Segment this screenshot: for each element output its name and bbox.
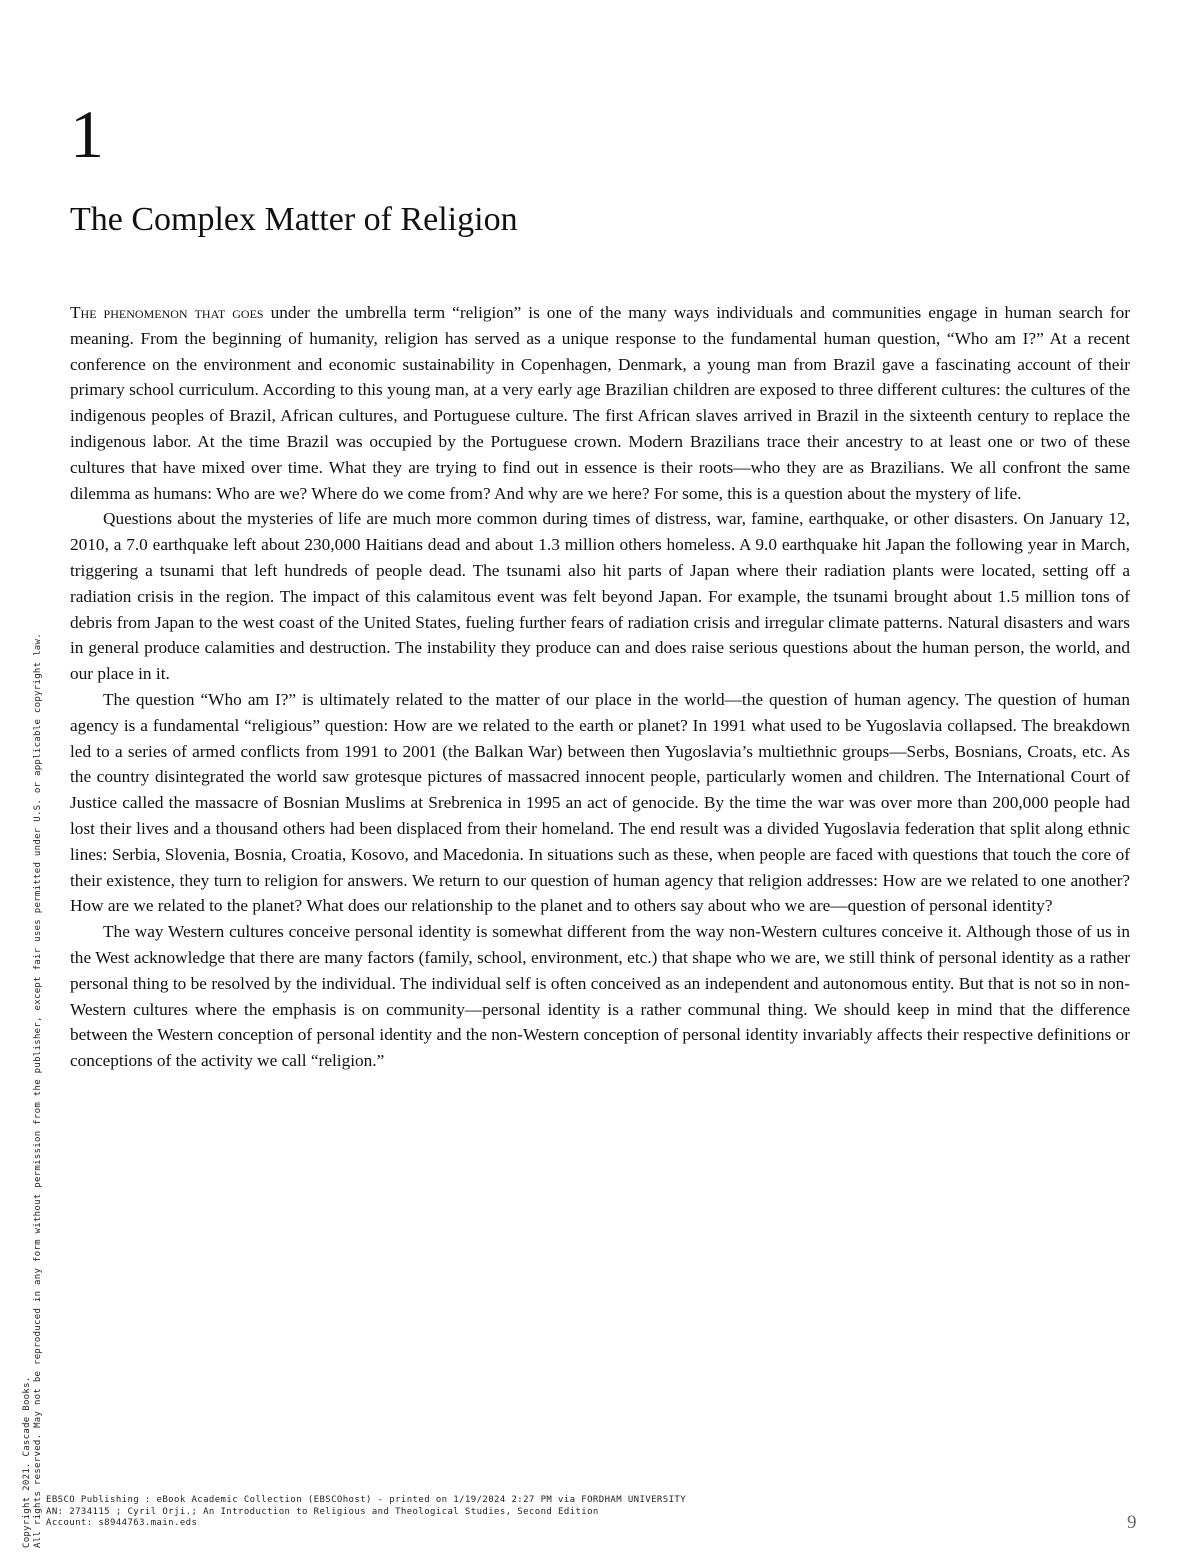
copyright-notice: [22, 633, 44, 1548]
chapter-title: The Complex Matter of Religion: [70, 201, 518, 238]
copyright-line-1: Copyright 2021. Cascade Books.: [22, 1376, 32, 1548]
chapter-body: [70, 300, 1130, 1074]
body-paragraph-1-text: under the umbrella term “religion” is one of the many ways individuals and communities engage in human search for meaning. From the beginning of humanity, religion has served as a unique response to the fundamental human question, “Who am I?” At a recent conference on the environment and economic sustainability in Copenhagen, Denmark, a young man from Brazil gave a fascinating account of their primary school curriculum. According to this young man, at a very early age Brazilian children are exposed to three different cultures: the cultures of the indigenous peoples of Brazil, African cultures, and Portuguese culture. The first African slaves arrived in Brazil in the sixteenth century to replace the indigenous labor. At the time Brazil was occupied by the Portuguese crown. Modern Brazilians trace their ancestry to at least one or two of these cultures that have mixed over time. What they are trying to find out in essence is their roots—who they are as Brazilians. We all confront the same dilemma as humans: Who are we? Where do we come from? And why are we here? For some, this is a question about the mystery of life.: [70, 303, 1130, 503]
body-paragraph-1: [70, 300, 1130, 506]
body-paragraph-2: Questions about the mysteries of life are much more common during times of distress, war, famine, earthquake, or other disasters. On January 12, 2010, a 7.0 earthquake left about 230,000 Haitians dead and about 1.3 million others homeless. A 9.0 earthquake hit Japan the following year in March, triggering a tsunami that left hundreds of people dead. The tsunami also hit parts of Japan where their radiation plants were located, setting off a radiation crisis in the region. The impact of this calamitous event was felt beyond Japan. For example, the tsunami brought about 1.5 million tons of debris from Japan to the west coast of the United States, fueling further fears of radiation crisis and irregular climate patterns. Natural disasters and wars in general produce calamities and destruction. The instability they produce can and does raise serious questions about the human person, the world, and our place in it.: [70, 509, 1130, 684]
opening-words: The phenomenon that goes: [70, 303, 264, 322]
print-footer: [46, 1495, 686, 1530]
footer-line-1: EBSCO Publishing : eBook Academic Collection (EBSCOhost) - printed on 1/19/2024 2:27 PM via FORDHAM UNIVERSITY: [46, 1495, 687, 1505]
body-paragraph-4: The way Western cultures conceive personal identity is somewhat different from the way non-Western cultures conceive it. Although those of us in the West acknowledge that there are many factors (family, school, environment, etc.) that shape who we are, we still think of personal identity as a rather personal thing to be resolved by the individual. The individual self is often conceived as an independent and autonomous entity. But that is not so in non-Western cultures where the emphasis is on community—personal identity is a rather communal thing. We should keep in mind that the difference between the Western conception of personal identity and the non-Western conception of personal identity invariably affects their respective definitions or conceptions of the activity we call “religion.”: [70, 922, 1130, 1071]
chapter-number: 1: [70, 96, 104, 172]
body-paragraph-3: The question “Who am I?” is ultimately related to the matter of our place in the world—the question of human agency. The question of human agency is a fundamental “religious” question: How are we related to the earth or planet? In 1991 what used to be Yugoslavia collapsed. The breakdown led to a series of armed conflicts from 1991 to 2001 (the Balkan War) between then Yugoslavia’s multiethnic groups—Serbs, Bosnians, Croats, etc. As the country disintegrated the world saw grotesque pictures of massacred innocent people, particularly women and children. The International Court of Justice called the massacre of Bosnian Muslims at Srebrenica in 1995 an act of genocide. By the time the war was over more than 200,000 people had lost their lives and a thousand others had been displaced from their homeland. The end result was a divided Yugoslavia federation that split along ethnic lines: Serbia, Slovenia, Bosnia, Croatia, Kosovo, and Macedonia. In situations such as these, when people are faced with questions that touch the core of their existence, they turn to religion for answers. We return to our question of human agency that religion addresses: How are we related to one another? How are we related to the planet? What does our relationship to the planet and to others say about who we are—question of personal identity?: [70, 689, 1130, 916]
footer-line-2: AN: 2734115 ; Cyril Orji.; An Introduction to Religious and Theological Studies, Second Edition: [46, 1506, 599, 1517]
copyright-line-2: All rights reserved. May not be reproduced in any form without permission from the publisher, except fair uses permitted under U.S. or applicable copyright law.: [33, 633, 43, 1548]
page-number: 9: [1127, 1512, 1137, 1533]
footer-line-3: Account: s8944763.main.eds: [46, 1518, 198, 1528]
